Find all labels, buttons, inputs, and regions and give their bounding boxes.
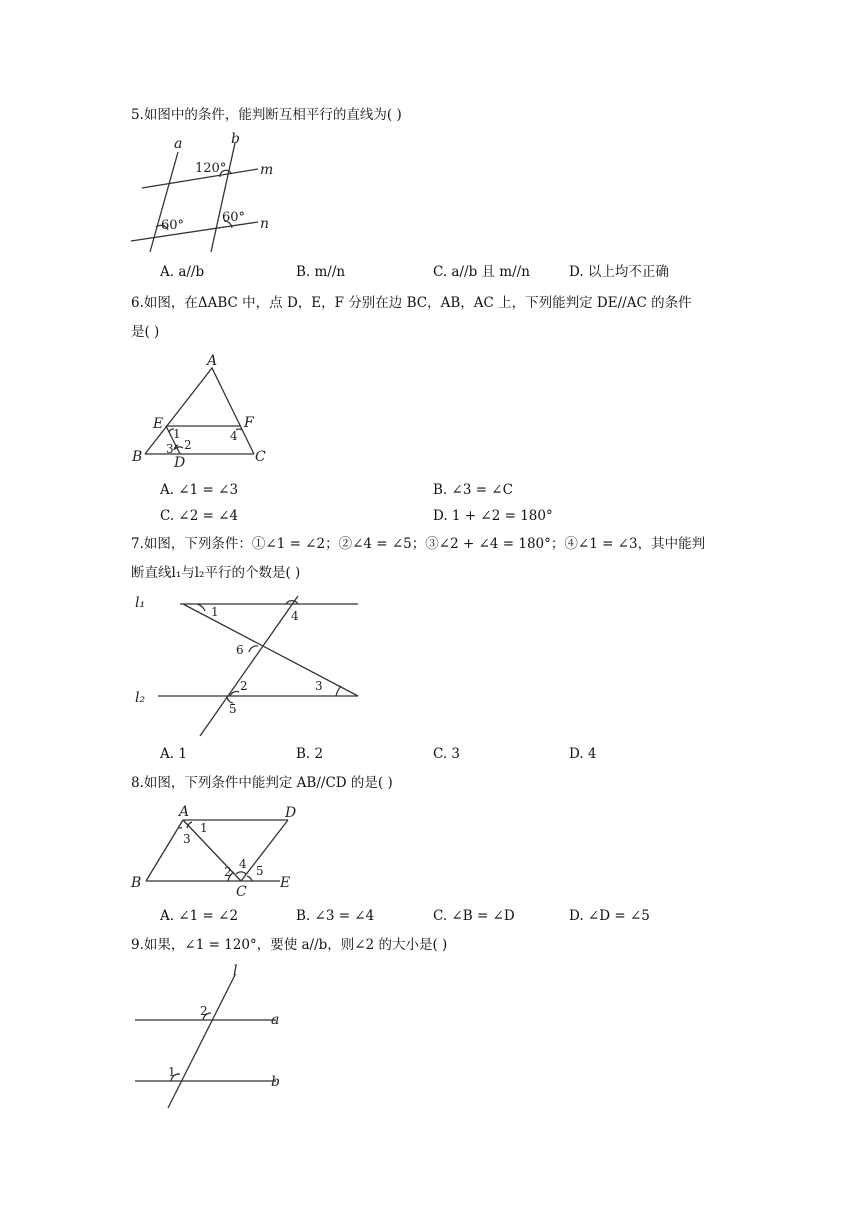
- q5-option-b: B. m//n: [296, 264, 346, 280]
- label-B: B: [132, 449, 143, 465]
- q6-option-b: B. ∠3 = ∠C: [433, 482, 513, 498]
- q7-option-a: A. 1: [160, 746, 187, 762]
- angle-1: 1: [173, 427, 181, 441]
- angle-3: 3: [166, 442, 174, 456]
- line-l: [168, 975, 235, 1108]
- line-a: [150, 152, 178, 252]
- angle-2: 2: [200, 1004, 208, 1018]
- question-7-stem-line2: 断直线l₁与l₂平行的个数是( ): [131, 565, 301, 581]
- q5-option-a: A. a//b: [160, 264, 205, 280]
- label-b: b: [231, 131, 240, 147]
- angle-2: 2: [224, 865, 232, 879]
- question-5-figure: [128, 130, 288, 255]
- angle-5: 5: [229, 702, 237, 716]
- q5-option-c: C. a//b 且 m//n: [433, 264, 530, 280]
- q7-option-b: B. 2: [296, 746, 324, 762]
- label-E: E: [153, 416, 164, 432]
- angle-3: 3: [183, 832, 191, 846]
- q8-option-b: B. ∠3 = ∠4: [296, 908, 375, 924]
- question-8-figure: [128, 800, 308, 900]
- angle-4: 4: [291, 609, 299, 623]
- q6-option-d: D. 1 + ∠2 = 180°: [433, 508, 553, 524]
- label-D: D: [285, 805, 297, 821]
- label-m: m: [260, 162, 274, 178]
- label-b: b: [271, 1074, 280, 1090]
- label-D: D: [174, 455, 186, 471]
- line-b: [211, 143, 235, 252]
- angle-120: 120°: [195, 161, 227, 176]
- q6-option-c: C. ∠2 = ∠4: [160, 508, 239, 524]
- question-7-figure: [128, 590, 368, 740]
- question-6-figure: [128, 350, 278, 470]
- q8-option-c: C. ∠B = ∠D: [433, 908, 515, 924]
- q8-option-a: A. ∠1 = ∠2: [160, 908, 239, 924]
- angle-2: 2: [240, 679, 248, 693]
- label-B: B: [131, 875, 142, 891]
- angle-2: 2: [184, 438, 192, 452]
- q8-option-d: D. ∠D = ∠5: [569, 908, 650, 924]
- q5-option-d: D. 以上均不正确: [569, 264, 669, 280]
- q7-option-d: D. 4: [569, 746, 597, 762]
- angle-4: 4: [239, 857, 247, 871]
- label-F: F: [244, 415, 254, 431]
- label-E: E: [280, 875, 291, 891]
- angle-60-right: 60°: [222, 210, 246, 225]
- question-5-stem: 5.如图中的条件，能判断互相平行的直线为( ): [131, 107, 402, 123]
- question-6-stem-line2: 是( ): [131, 324, 160, 340]
- label-l2: l₂: [135, 690, 146, 706]
- question-6-stem-line1: 6.如图，在ΔABC 中，点 D，E，F 分别在边 BC，AB，AC 上，下列能判定 DE//AC 的条件: [131, 295, 692, 311]
- angle-6: 6: [236, 643, 244, 657]
- angle-5: 5: [256, 864, 264, 878]
- label-n: n: [260, 216, 270, 232]
- q6-option-a: A. ∠1 = ∠3: [160, 482, 239, 498]
- label-a: a: [271, 1012, 280, 1028]
- label-C: C: [255, 449, 266, 465]
- angle-1: 1: [168, 1065, 176, 1079]
- label-C: C: [236, 884, 247, 900]
- angle-1: 1: [211, 605, 219, 619]
- angle-1: 1: [200, 821, 208, 835]
- question-8-stem: 8.如图，下列条件中能判定 AB//CD 的是( ): [131, 775, 393, 791]
- question-9-stem: 9.如果，∠1 = 120°，要使 a//b，则∠2 的大小是( ): [131, 937, 448, 953]
- label-l1: l₁: [135, 595, 146, 611]
- angle-4: 4: [230, 429, 238, 443]
- question-7-stem-line1: 7.如图，下列条件：①∠1 = ∠2；②∠4 = ∠5；③∠2 + ∠4 = 180°；④∠1 = ∠3，其中能判: [131, 536, 706, 552]
- angle-60-left: 60°: [161, 218, 185, 233]
- angle-3: 3: [315, 679, 323, 693]
- question-9-figure: [128, 960, 298, 1110]
- label-a: a: [174, 136, 183, 152]
- label-l: l: [233, 963, 238, 979]
- label-A: A: [207, 353, 218, 369]
- q7-option-c: C. 3: [433, 746, 461, 762]
- label-A: A: [179, 804, 190, 820]
